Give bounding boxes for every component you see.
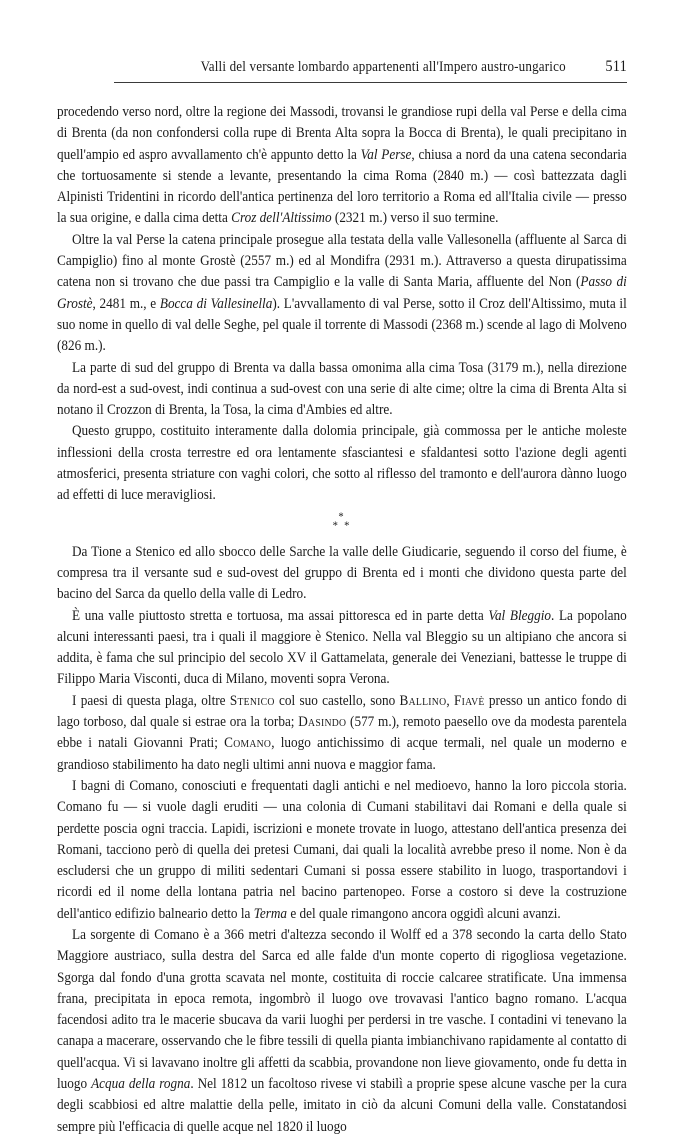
text-run: (2321 m.) verso il suo termine. xyxy=(331,210,499,227)
text-run: procedendo verso nord, oltre la regione dei Massodi, trovansi le grandiose rupi della val Perse e della cima di Brenta (da non confondersi colla rupe di Brenta Alta sopra la Bocca di Brenta), le quali precipitano in quell'ampio ed aspro avvallamento ch'è appunto detto la xyxy=(57,104,627,163)
paragraph xyxy=(57,230,627,358)
page-number: 511 xyxy=(605,58,627,75)
text-run: (577 m.), remoto paesello ove da modesta parentela ebbe i natali Giovanni Prati; xyxy=(57,714,627,752)
italic-term: Bocca di Vallesinella xyxy=(159,295,273,312)
text-run: . La popolano alcuni interessanti paesi, tra i quali il maggiore è Stenico. Nella val Bleggio su un altipiano che ancora si addita, è fama che sul principio del secolo XV il Gattamelata, generale dei Veneziani, battesse le truppe di Filippo Maria Visconti, duca di Milano, moventi sopra Verona. xyxy=(57,607,627,688)
text-run: presso un antico fondo di lago torboso, dal quale si estrae ora la torba; xyxy=(57,692,627,731)
place-name: Ballino xyxy=(399,692,447,709)
text-run: col suo castello, sono xyxy=(274,692,400,709)
paragraph xyxy=(57,542,627,606)
place-name: Stenico xyxy=(229,692,275,709)
italic-term: Val Bleggio xyxy=(488,607,552,624)
paragraph xyxy=(57,691,627,776)
place-name: Fiavè xyxy=(453,692,485,709)
running-title: Valli del versante lombardo appartenenti all'Impero austro-ungarico xyxy=(200,59,566,75)
text-run: Oltre la val Perse la catena principale prosegue alla testata della valle Vallesonella (affluente al Sarca di Campiglio) fino al monte Grostè (2557 m.) ed al Mondifra (2931 m.). Attraverso a questa dirupatissima catena non si trovano che due passi tra Campiglio e la valle di Santa Maria, affluente del Non ( xyxy=(57,231,627,291)
book-page xyxy=(57,58,627,1138)
body-text xyxy=(57,102,627,1138)
text-run: , chiusa a nord da una catena secondaria che tortuosamente si stende a levante, presentando la cima Roma (2840 m.) — così battezzata dagli Alpinisti Tridentini in ricordo dell'antica pertinenza del loro territorio a Roma ed all'Italia civile — presso la sua origine, e dalla cima detta xyxy=(57,146,627,227)
text-run: Questo gruppo, costituito interamente dalla dolomia principale, già commossa per le antiche moleste inflessioni della crosta terrestre ed ora lentamente sfasciantesi e sfaldantesi sotto l'azione degli agenti atmosferici, presenta striature con vaghi colori, che sotto al riflesso del tramonto e dell'aurora dànno luogo ad effetti di luce meravigliosi. xyxy=(57,423,627,504)
paragraph xyxy=(57,606,627,691)
text-run: La sorgente di Comano è a 366 metri d'altezza secondo il Wolff ed a 378 secondo la carta dello Stato Maggiore austriaco, sulla destra del Sarca ed alle falde d'un monte coperto di rigogliosa vegetazione. Sgorga dal fondo d'una grotta scavata nel monte, costituita di roccie calcaree stratificate. Una immensa frana, precipitata in epoca remota, ingombrò il luogo ove trovavasi l'antico bagno romano. L'acqua facendosi adito tra le macerie sbucava da varii luoghi per perdersi in tre vasche. I contadini vi tenevano la canapa a macerare, osservando che le fibre tessili di quella pianta imbianchivano rapidamente al contatto di quell'acqua. Vi si lavavano inoltre gli affetti da scabbia, provandone non lieve giovamento, onde fu detta in luogo xyxy=(57,926,627,1093)
italic-term: Passo di Grostè xyxy=(57,274,627,312)
text-run: , 2481 m., e xyxy=(92,295,160,312)
text-run: . Nel 1812 un facoltoso rivese vi stabilì a proprie spese alcune vasche per la cura degli scabbiosi ed altre malattie della pelle, imitato in ciò da alcuni Comuni della valle. Constatandosi sempre più l'efficacia di quelle acque nel 1820 il luogo xyxy=(57,1076,627,1135)
italic-term: Acqua della rogna xyxy=(91,1076,191,1093)
running-header xyxy=(114,58,627,83)
text-run: Da Tione a Stenico ed allo sbocco delle Sarche la valle delle Giudicarie, seguendo il corso del fiume, è compresa tra il versante sud e sud-ovest del gruppo di Brenta ed i monti che dividono questa parte del bacino del Sarca da quello della valle di Ledro. xyxy=(57,543,627,603)
text-run: I paesi di questa plaga, oltre xyxy=(71,692,230,709)
paragraph xyxy=(57,358,627,422)
italic-term: Croz dell'Altissimo xyxy=(231,210,332,227)
text-run: e del quale rimangono ancora oggidì alcuni avanzi. xyxy=(287,905,561,922)
text-run: , luogo antichissimo di acque termali, nel quale un moderno e grandioso stabilimento ha dato negli ultimi anni nuova e maggior fama. xyxy=(57,735,627,773)
place-name: Dasindo xyxy=(298,714,347,731)
text-run: È una valle piuttosto stretta e tortuosa, ma assai pittoresca ed in parte detta xyxy=(71,607,489,624)
paragraph xyxy=(57,925,627,1138)
paragraph xyxy=(57,102,627,230)
italic-term: Val Perse xyxy=(360,146,412,163)
text-run: ). L'avvallamento di val Perse, sotto il Croz dell'Altissimo, muta il suo nome in quello di val delle Seghe, pel quale il torrente di Massodi (2368 m.) scende al lago di Molveno (826 m.). xyxy=(57,295,627,355)
italic-term: Terma xyxy=(253,905,288,922)
text-run: , xyxy=(446,692,454,709)
paragraph xyxy=(57,776,627,925)
paragraph xyxy=(57,421,627,506)
text-run: La parte di sud del gruppo di Brenta va dalla bassa omonima alla cima Tosa (3179 m.), nella direzione da nord-est a sud-ovest, indi continua a sud-ovest con una serie di alte cime; oltre la cima di Brenta Alta si notano il Crozzon di Brenta, la Tosa, la cima d'Ambies ed altre. xyxy=(57,359,627,419)
text-run: I bagni di Comano, conosciuti e frequentati dagli antichi e nel medioevo, hanno la loro piccola storia. Comano fu — si vuole dagli eruditi — una colonia di Cumani stabilitavi dai Romani e della quale si perdette poscia ogni traccia. Lapidi, iscrizioni e monete trovate in luogo, attestano dell'antica presenza dei Romani, tacciono però di quella dei pretesi Cumani, dai quali la località avrebbe preso il nome. Non è da escludersi che un gruppo di militi sedentari Cumani si possa essere stabilito in luogo, trasportandovi i ricordi ed il nome della lontana patria nel bacino partenopeo. Forse a costoro si deve la costruzione dell'antico edifizio balneario detto la xyxy=(57,777,627,922)
place-name: Comano xyxy=(224,735,272,752)
section-separator: * * * xyxy=(332,508,352,532)
